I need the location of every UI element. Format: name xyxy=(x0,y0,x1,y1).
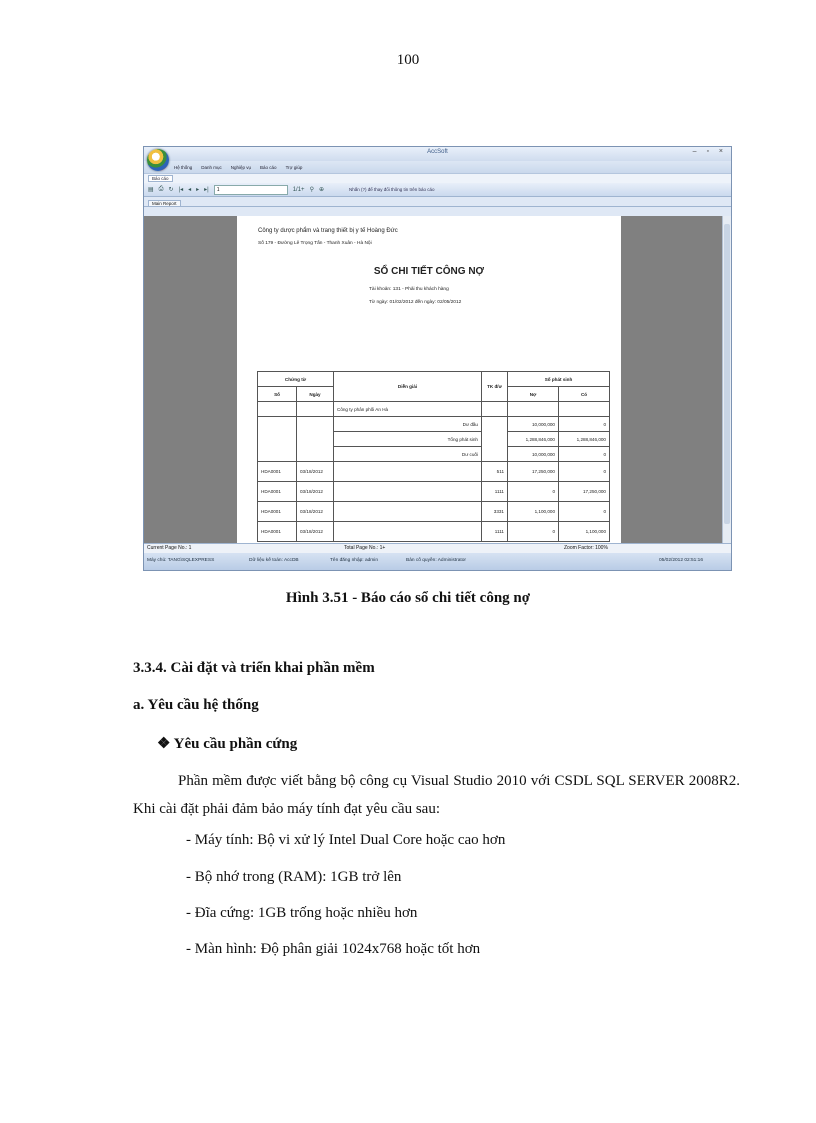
total-page-status: Total Page No.: 1+ xyxy=(344,545,386,551)
report-toolbar xyxy=(144,183,731,197)
zoom-status: Zoom Factor: 100% xyxy=(564,545,608,551)
menu-item-danh-muc[interactable]: Danh mục xyxy=(201,164,222,170)
report-company: Công ty dược phẩm và trang thiết bị y tế Hoàng Đức xyxy=(258,228,398,234)
user-status: Tên đăng nhập: admin xyxy=(330,558,379,563)
cell-so: HDA0001 xyxy=(258,502,297,522)
cell-co: 17,250,000 xyxy=(559,482,610,502)
search-icon[interactable]: ⚲ xyxy=(309,187,314,193)
cell-so: HDA0001 xyxy=(258,462,297,482)
ledger-table xyxy=(257,371,610,542)
cell-no: 0 xyxy=(508,522,559,542)
refresh-icon[interactable]: ↻ xyxy=(168,187,174,193)
summary-co: 1,288,846,000 xyxy=(559,432,610,447)
customer-row xyxy=(258,402,610,417)
section-heading: 3.3.4. Cài đặt và triển khai phần mềm xyxy=(133,660,375,676)
cell-so: HDA0001 xyxy=(258,482,297,502)
cell-ngay: 03/18/2012 xyxy=(297,522,334,542)
summary-co: 0 xyxy=(559,447,610,462)
bullet-heading xyxy=(157,734,297,753)
cell-no: 0 xyxy=(508,482,559,502)
table-row xyxy=(258,462,610,482)
customer-name: Công ty phân phối An Hà xyxy=(334,402,482,417)
database-status: Dữ liệu kế toán: AccDB xyxy=(249,558,299,563)
requirement-item: - Đĩa cứng: 1GB trống hoặc nhiều hơn xyxy=(186,905,418,921)
menu-bar xyxy=(144,161,731,173)
cell-tk: 511 xyxy=(482,462,508,482)
cell-ngay: 03/18/2012 xyxy=(297,482,334,502)
tab-main-report[interactable]: Main Report xyxy=(148,200,181,206)
body-paragraph: Phần mềm được viết bằng bộ công cụ Visual Studio 2010 với CSDL SQL SERVER 2008R2. Khi cài đặt phải đảm bảo máy tính đạt yêu cầu sau: xyxy=(133,773,740,817)
datetime-status: 05/02/2012 02:51:16 xyxy=(659,558,704,563)
first-page-icon[interactable]: |◂ xyxy=(178,187,184,193)
vertical-scrollbar[interactable] xyxy=(722,216,731,543)
cell-tk: 1111 xyxy=(482,522,508,542)
viewer-status-bar xyxy=(144,543,731,553)
document-tabs xyxy=(144,173,731,183)
zoom-icon[interactable]: ⊕ xyxy=(318,187,324,193)
header-ngay: Ngày xyxy=(297,387,334,402)
cell-ngay: 03/18/2012 xyxy=(297,502,334,522)
toolbar-hint: Nhấn (?) để thay đổi thông tin trên báo cáo xyxy=(349,187,435,192)
header-chung-tu: Chứng từ xyxy=(258,372,334,387)
report-viewer xyxy=(144,216,723,543)
summary-co: 0 xyxy=(559,417,610,432)
cell-co: 0 xyxy=(559,462,610,482)
requirement-item: - Máy tính: Bộ vi xử lý Intel Dual Core hoặc cao hơn xyxy=(186,832,506,848)
cell-co: 0 xyxy=(559,502,610,522)
requirement-item: - Bộ nhớ trong (RAM): 1GB trở lên xyxy=(186,869,402,885)
report-subtabs xyxy=(144,197,731,207)
summary-no: 1,288,846,000 xyxy=(508,432,559,447)
summary-label: Tổng phát sinh xyxy=(334,432,482,447)
table-row xyxy=(258,522,610,542)
report-address: Số 179 - Đường Lê Trọng Tấn - Thanh Xuân - Hà Nội xyxy=(258,241,372,246)
next-page-icon[interactable]: ▸ xyxy=(196,187,200,193)
summary-row xyxy=(258,417,610,432)
header-tk-du: TK đ/ư xyxy=(482,372,508,402)
cell-no: 17,250,000 xyxy=(508,462,559,482)
app-titlebar xyxy=(144,147,731,161)
app-status-bar xyxy=(144,553,731,570)
cell-so: HDA0001 xyxy=(258,522,297,542)
page-number-input[interactable]: 1 xyxy=(214,185,288,195)
report-title: SỔ CHI TIẾT CÔNG NỢ xyxy=(373,266,485,277)
summary-label: Dư cuối xyxy=(334,447,482,462)
report-date-range: Từ ngày: 01/02/2012 đến ngày: 02/05/2012 xyxy=(369,300,462,305)
export-icon[interactable]: ▤ xyxy=(148,187,154,193)
window-controls[interactable]: – ▫ × xyxy=(692,148,727,155)
diamond-bullet-icon: ❖ xyxy=(157,736,174,752)
figure-caption: Hình 3.51 - Báo cáo sổ chi tiết công nợ xyxy=(285,590,531,606)
page-number: 100 xyxy=(396,52,420,68)
header-dien-giai: Diễn giải xyxy=(334,372,482,402)
menu-item-he-thong[interactable]: Hệ thống xyxy=(174,164,193,170)
page-count: 1/1+ xyxy=(292,186,305,193)
role-status: Bản cố quyền: Administrator xyxy=(406,558,466,563)
cell-ngay: 03/18/2012 xyxy=(297,462,334,482)
bullet-heading-text: Yêu cầu phần cứng xyxy=(173,736,298,752)
table-row xyxy=(258,502,610,522)
menu-item-nghiep-vu[interactable]: Nghiệp vụ xyxy=(230,164,252,170)
menu-item-tro-giup[interactable]: Trợ giúp xyxy=(285,164,303,170)
header-so: Số xyxy=(258,387,297,402)
scroll-thumb[interactable] xyxy=(724,224,730,524)
last-page-icon[interactable]: ▸| xyxy=(204,187,209,193)
menu-item-bao-cao[interactable]: Báo cáo xyxy=(260,164,277,170)
cell-co: 1,100,000 xyxy=(559,522,610,542)
report-screenshot xyxy=(143,146,732,571)
server-status: Máy chủ: TANG\SQLEXPRESS xyxy=(147,558,215,563)
report-account: Tài khoản: 131 - Phải thu khách hàng xyxy=(369,287,449,292)
prev-page-icon[interactable]: ◂ xyxy=(188,187,192,193)
header-so-phat-sinh: Số phát sinh xyxy=(508,372,610,387)
tab-bao-cao[interactable]: Báo cáo xyxy=(148,175,173,182)
summary-no: 10,000,000 xyxy=(508,447,559,462)
subsection-heading: a. Yêu cầu hệ thống xyxy=(133,697,259,713)
cell-tk: 3331 xyxy=(482,502,508,522)
table-row xyxy=(258,482,610,502)
cell-tk: 1111 xyxy=(482,482,508,502)
header-co: Có xyxy=(559,387,610,402)
current-page-status: Current Page No.: 1 xyxy=(147,545,192,551)
app-title: AccSoft xyxy=(427,149,448,155)
cell-no: 1,100,000 xyxy=(508,502,559,522)
summary-label: Dư đầu xyxy=(334,417,482,432)
report-page xyxy=(237,216,621,543)
requirement-item: - Màn hình: Độ phân giải 1024x768 hoặc tốt hơn xyxy=(186,941,481,957)
header-no: Nợ xyxy=(508,387,559,402)
print-icon[interactable]: ⎙ xyxy=(158,186,164,192)
summary-no: 10,000,000 xyxy=(508,417,559,432)
